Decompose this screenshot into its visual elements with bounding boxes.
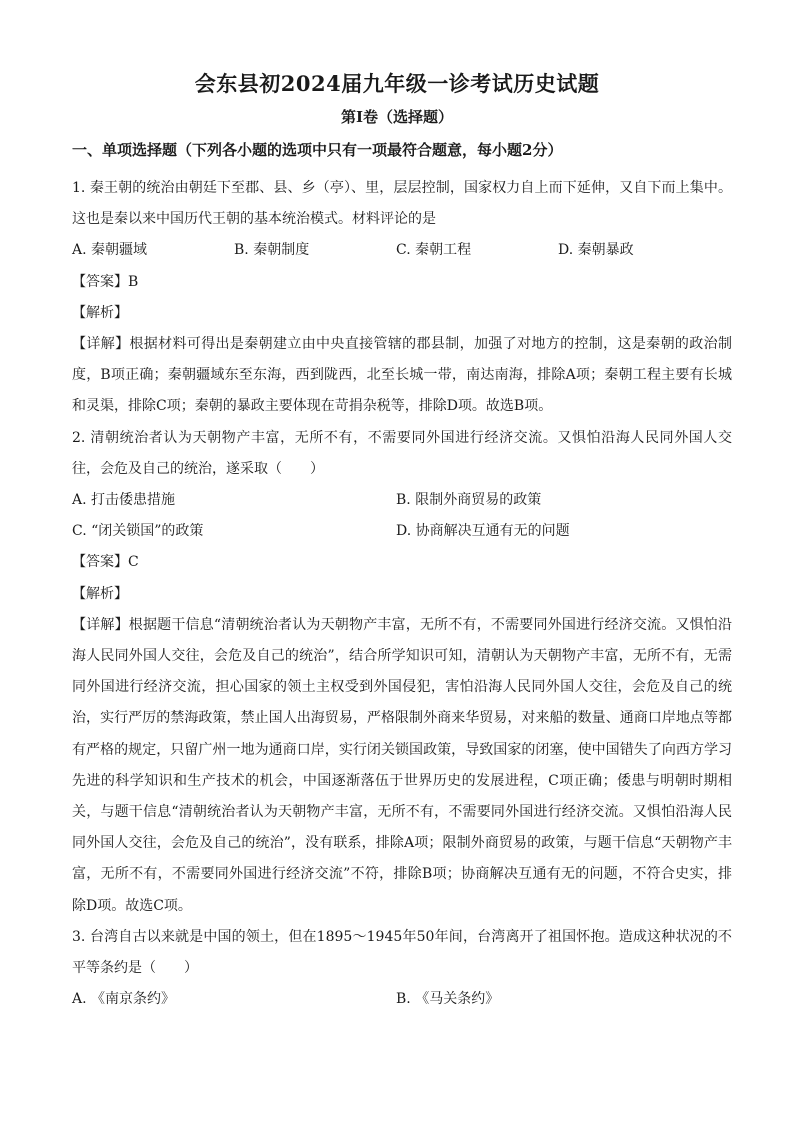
option-a: A. 《南京条约》 <box>72 991 176 1008</box>
option-d: D. 秦朝暴政 <box>558 242 634 259</box>
question-1-detail: 【详解】根据材料可得出是秦朝建立由中央直接管辖的郡县制，加强了对地方的控制，这是秦朝的政治制度，B项正确；秦朝疆域东至东海，西到陇西，北至长城一带，南达南海，排除A项；秦朝工程主要有长城和灵渠，排除C项；秦朝的暴政主要体现在苛捐杂税等，排除D项。故选B项。 <box>72 336 732 415</box>
option-c: C. 秦朝工程 <box>396 242 472 259</box>
page-title: 会东县初2024届九年级一诊考试历史试题 <box>194 71 600 96</box>
option-b: B. 限制外商贸易的政策 <box>396 492 542 509</box>
question-2-options-row-2 <box>72 516 732 547</box>
option-b: B. 秦朝制度 <box>234 242 310 259</box>
question-2-analysis-label: 【解析】 <box>72 585 128 602</box>
question-2-detail: 【详解】根据题干信息“清朝统治者认为天朝物产丰富，无所不有，不需要同外国进行经济交流。又惧怕沿海人民同外国人交往，会危及自己的统治”，结合所学知识可知，清朝认为天朝物产丰富，无所不有，无需同外国进行经济交流，担心国家的领土主权受到外国侵犯，害怕沿海人民同外国人交往，会危及自己的统治，实行严厉的禁海政策，禁止国人出海贸易，严格限制外商来华贸易，对来船的数量、通商口岸地点等都有严格的规定，只留广州一地为通商口岸，实行闭关锁国政策，导致国家的闭塞，使中国错失了向西方学习先进的科学知识和生产技术的机会，中国逐渐落伍于世界历史的发展进程，C项正确；倭患与明朝时期相关，与题干信息“清朝统治者认为天朝物产丰富，无所不有，不需要同外国进行经济交流。又惧怕沿海人民同外国人交往，会危及自己的统治”，没有联系，排除A项；限制外商贸易的政策，与题干信息“天朝物产丰富，无所不有，不需要同外国进行经济交流”不符，排除B项；协商解决互通有无的问题，不符合史实，排除D项。故选C项。 <box>72 616 732 914</box>
option-b: B. 《马关条约》 <box>396 991 500 1008</box>
question-2-options-row-1 <box>72 485 732 516</box>
question-1-answer: 【答案】B <box>72 273 139 290</box>
question-1-options <box>72 235 732 266</box>
option-a: A. 打击倭患措施 <box>72 492 176 509</box>
questions-body <box>72 173 732 1015</box>
section-heading: 一、单项选择题（下列各小题的选项中只有一项最符合题意，每小题2分） <box>72 141 563 159</box>
question-1-analysis-label: 【解析】 <box>72 304 128 321</box>
option-c: C. “闭关锁国”的政策 <box>72 523 204 540</box>
question-3-stem: 3. 台湾自古以来就是中国的领土，但在1895～1945年50年间，台湾离开了祖国怀抱。造成这种状况的不平等条约是（ ） <box>72 928 732 977</box>
question-2-stem: 2. 清朝统治者认为天朝物产丰富，无所不有，不需要同外国进行经济交流。又惧怕沿海人民同外国人交往，会危及自己的统治，遂采取（ ） <box>72 429 732 477</box>
question-3-options <box>72 984 732 1015</box>
question-2-answer: 【答案】C <box>72 554 139 571</box>
option-d: D. 协商解决互通有无的问题 <box>396 523 570 540</box>
option-a: A. 秦朝疆域 <box>72 242 148 259</box>
page-subtitle: 第Ⅰ卷（选择题） <box>340 108 454 126</box>
question-1-stem: 1. 秦王朝的统治由朝廷下至郡、县、乡（亭）、里，层层控制，国家权力自上而下延伸，又自下而上集中。这也是秦以来中国历代王朝的基本统治模式。材料评论的是 <box>72 180 732 228</box>
